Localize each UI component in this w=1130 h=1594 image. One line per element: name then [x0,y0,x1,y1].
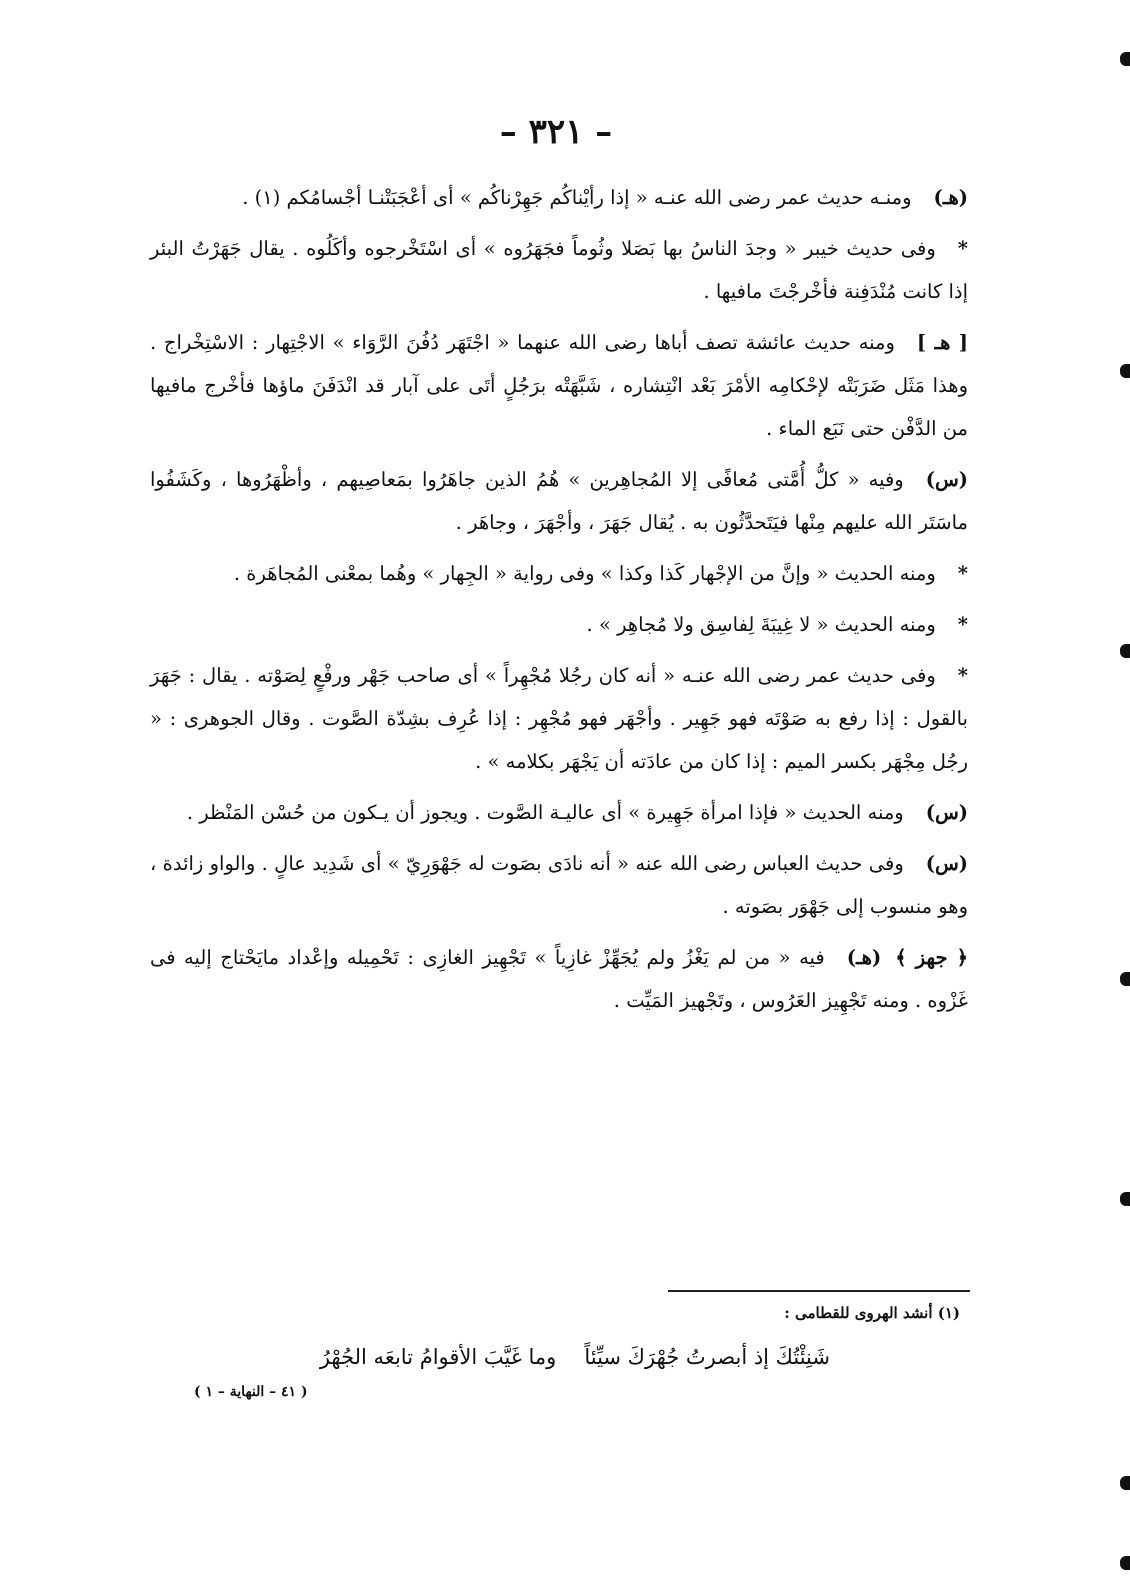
source-marker: * [957,664,968,687]
source-marker: [ هـ ] [916,331,969,354]
paragraph [150,227,968,313]
edge-mark [1120,644,1130,658]
edge-mark [1120,972,1130,986]
main-text [150,176,968,1030]
paragraph [150,458,968,544]
footnote-label: (١) أنشد الهروى للقطامى : [784,1304,960,1322]
edge-mark [1120,1192,1130,1206]
paragraph-text: وفى حديث عمر رضى الله عنـه « أنه كان رجُلا مُجْهِراً » أى صاحب جَهْر ورفْعٍ لِصَوْته . يقال : جَهَرَ بالقول : إذا رفع به صَوْتَه فهو جَهِير . وأجْهَر فهو مُجْهِر : إذا عُرِف بشِدّة الصَّوت . وقال الجوهرى : « رجُل مِجْهَر بكسر الميم : إذا كان من عادَته أن يَجْهَر بكلامه » . [150,664,968,773]
paragraph-text: ومنه الحديث « لا غِيبَةَ لِفاسِق ولا مُجاهِر » . [586,613,936,636]
paragraph-text: ومنه الحديث « فإذا امرأة جَهِيرة » أى عاليـة الصَّوت . ويجوز أن يـكون من حُسْن المَنْظر . [186,801,904,824]
paragraph-text: فيه « من لم يَغْزُ ولم يُجَهِّزْ غازِياً » تَجْهِيز الغازِى : تَحْمِيله وإعْداد مايَحْتاج إليه فى غَزْوه . ومنه تَجْهِيز العَرُوس ، وتَجْهيز المَيِّت . [150,946,968,1012]
edge-mark [1120,364,1130,378]
paragraph [150,603,968,646]
source-marker: (هـ) [846,946,882,969]
source-marker: (س) [925,468,968,491]
footnote [150,1300,960,1400]
paragraph-text: ومنـه حديث عمر رضى الله عنـه « إذا رأيْناكُم جَهِرْناكُم » أى أعْجَبَتْنـا أجْسامُكم (١) . [242,186,912,209]
paragraph [150,842,968,928]
footnote-verse [150,1340,960,1374]
source-marker: (س) [925,801,968,824]
paragraph-text: وفيه « كلُّ أُمَّتى مُعافًى إلا المُجاهِرين » هُمُ الذين جاهَرُوا بمَعاصِيهم ، وأظْهَرُوها ، وكَشَفُوا ماسَتَر الله عليهم مِنْها فيَتَحدَّثُون به . يُقال جَهَرَ ، وأجْهَرَ ، وجاهَر . [150,468,968,534]
source-marker: * [957,613,968,636]
source-marker: (س) [925,852,968,875]
source-marker: * [957,562,968,585]
entry-heading: ﴿ جهز ﴾ [895,946,968,969]
paragraph [150,552,968,595]
signature-mark: ( ٤١ – النهاية – ١ ) [194,1384,308,1400]
paragraph-text: وفى حديث خيبر « وجدَ الناسُ بها بَصَلا وثُوماً فجَهَرُوه » أى اسْتَخْرجوه وأكَلُوه . يقال جَهَرْتُ البئر إذا كانت مُنْدَفِنة فأخْرجْتَ مافيها . [150,237,968,303]
paragraph [150,321,968,450]
verse-first-hemistich: شَنِئْتُكَ إذ أبصرتُ جُهْرَكَ سيِّئاً [584,1345,830,1369]
page-number: – ٣٢١ – [499,112,613,152]
paragraph [150,936,968,1022]
source-marker: (هـ) [933,186,968,209]
edge-mark [1120,1476,1130,1490]
paragraph-text: ومنه الحديث « وإنَّ من الإجْهار كَذا وكذا » وفى رواية « الجِهار » وهُما بمعْنى المُجاهَرة . [233,562,936,585]
edge-mark [1120,52,1130,66]
footnote-divider [668,1290,970,1292]
paragraph [150,791,968,834]
edge-mark [1120,1556,1130,1570]
source-marker: * [957,237,968,260]
paragraph-text: وفى حديث العباس رضى الله عنه « أنه نادَى بصَوت له جَهْوَرِيّ » أى شَدِيد عالٍ . والواو زائدة ، وهو منسوب إلى جَهْوَر بصَوته . [150,852,968,918]
verse-second-hemistich: وما غَيَّبَ الأقوامُ تابعَه الجُهْرُ [319,1345,557,1369]
paragraph-text: ومنه حديث عائشة تصف أباها رضى الله عنهما « اجْتَهَر دُفُنَ الرَّوَاء » الاجْتِهار : الاسْتِخْراج . وهذا مَثَل ضَرَبَتْه لإحْكامِه الأمْرَ بَعْد انْتِشاره ، شَبَّهَتْه برَجُلٍ أتَى على آبار قد انْدَفَنَ ماؤها فأخْرج مافيها من الدَّفْن حتى نَبَع الماء . [150,331,968,440]
paragraph [150,654,968,783]
paragraph [150,176,968,219]
